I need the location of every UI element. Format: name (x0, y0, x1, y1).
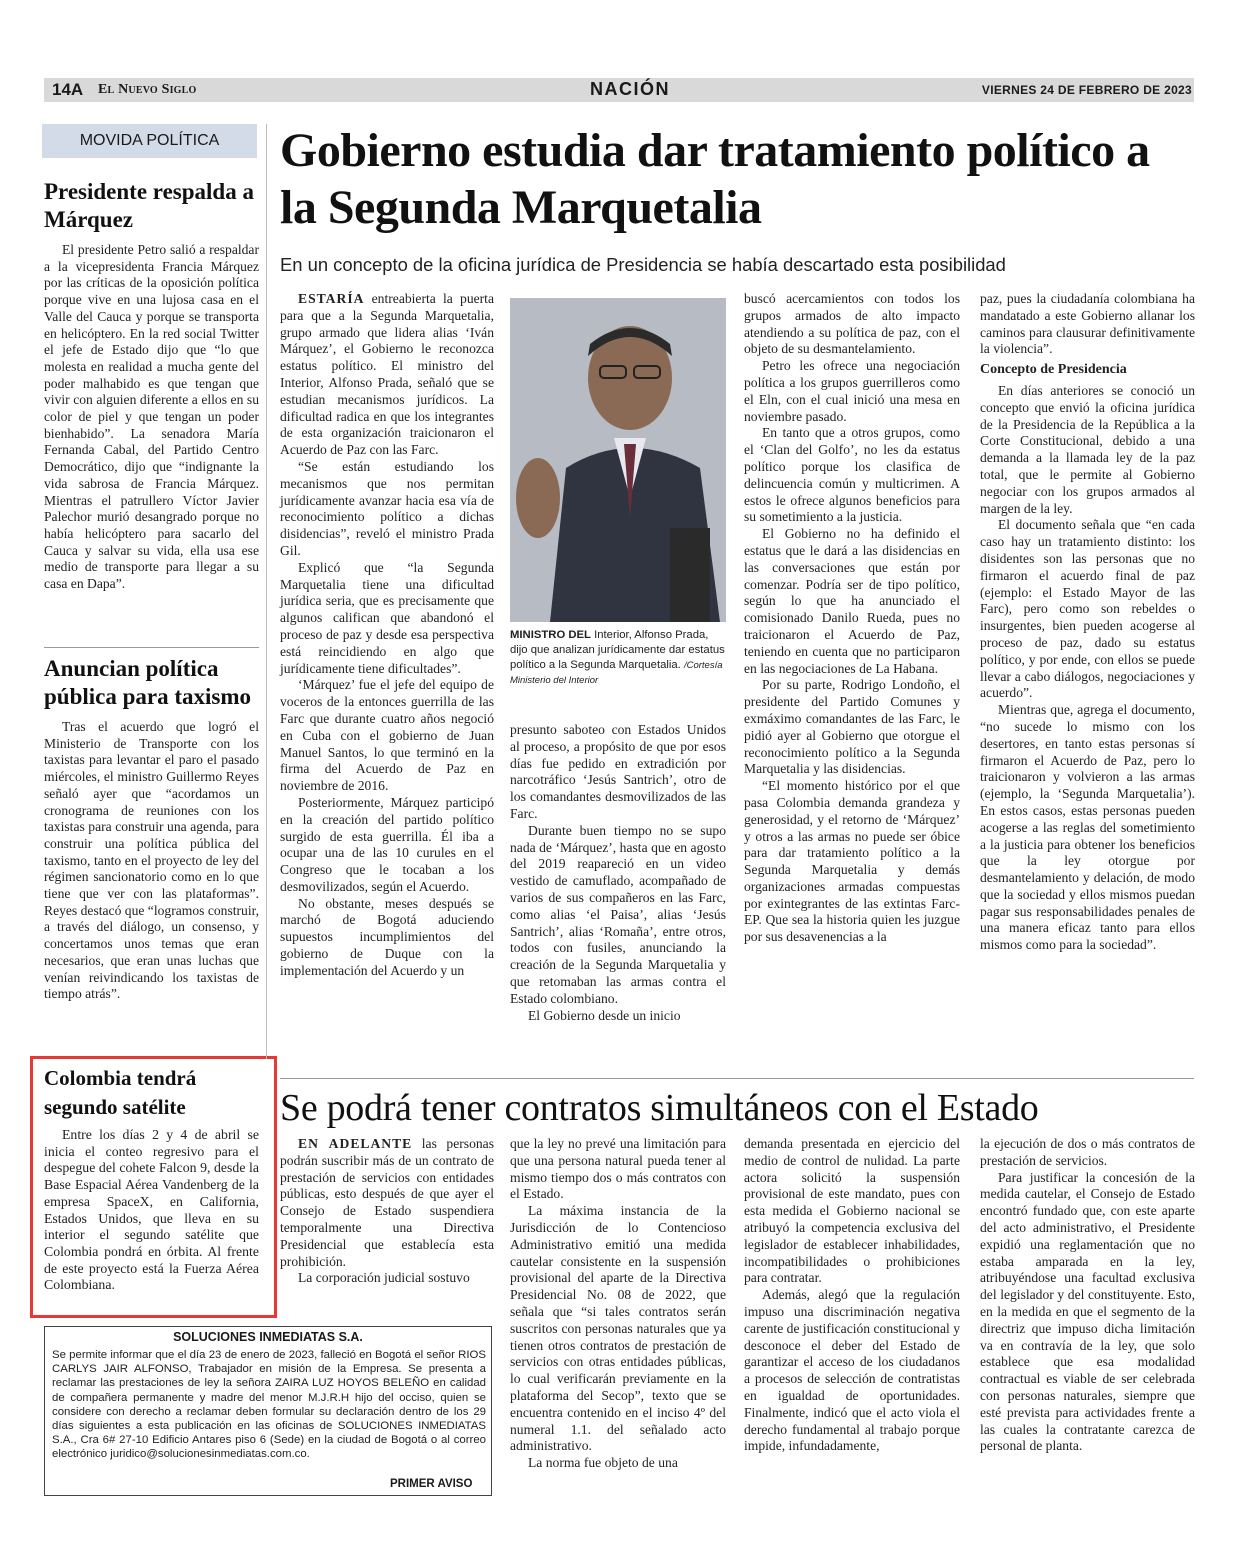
main-article-col-3 (744, 291, 960, 946)
paragraph: “Se están estudiando los mecanismos que nos permitan jurídicamente avanzar hacia esa vía de reconocimiento político a dichas disidencias”, reveló el ministro Prada Gil. (280, 458, 494, 558)
paragraph: las personas podrán suscribir más de un contrato de prestación de servicios con entidades públicas, esto después de que ayer el Consejo de Estado suspendiera temporalmente una Directiva Presidencial que establecía esta prohibición. (280, 1136, 494, 1269)
main-article-col-2 (510, 722, 726, 1024)
main-article-col-4 (980, 291, 1195, 954)
sidebar-item-text: Entre los días 2 y 4 de abril se inicia el conteo regresivo para el despegue del cohete Falcon 9, desde la Base Espacial Aérea Vandenberg de la empresa SpaceX, en California, Estados Unidos, que lleva en su interior el segundo satélite que Colombia pondrá en órbita. Al frente de este proyecto está la Fuerza Aérea Colombiana. (44, 1127, 259, 1293)
sidebar-item-body (44, 1127, 259, 1294)
second-article-col-3 (744, 1136, 960, 1455)
newspaper-name: El Nuevo Siglo (98, 82, 197, 97)
paragraph: La norma fue objeto de una (528, 1455, 678, 1471)
sidebar-item-text: Tras el acuerdo que logró el Ministerio de Transporte con los taxistas para levantar el paro el pasado miércoles, el ministro Guillermo Reyes señaló ayer que “acordamos un cronograma de reuniones con los taxistas para construir una agenda, para construir una política pública del taxismo, tanto en el proyecto de ley del régimen sancionatorio como en lo que tiene que ver con las plataformas”. Reyes destacó que “logramos construir, a través del diálogo, un consenso, y concertamos unos temas que eran necesarios, que eran unas luchas que venían reivindicando los taxistas de tiempo atrás”. (44, 719, 260, 1002)
paragraph: El Gobierno desde un inicio (528, 1007, 681, 1023)
paragraph: paz, pues la ciudadanía colombiana ha mandatado a este Gobierno allanar los caminos para clausurar definitivamente la violencia”. (980, 291, 1195, 357)
main-article-col-1 (280, 291, 494, 980)
paragraph: “El momento histórico por el que pasa Colombia demanda grandeza y generosidad, y el retorno de ‘Márquez’ y otros a las armas no puede ser óbice para dar tratamiento político a la Segunda Marquetalia y demás organizaciones armadas compuestas por exintegrantes de las extintas Farc-EP. Que sea la historia quien les juzgue por sus desavenencias a la (744, 778, 960, 945)
notice-footer: PRIMER AVISO (390, 1478, 473, 1490)
sidebar-item-title: Anuncian política pública para taxismo (44, 656, 252, 709)
paragraph: La máxima instancia de la Jurisdicción de lo Contencioso Administrativo emitió una medida cautelar consistente en la suspensión provisional del aparte de la Directiva Presidencial No. 08 de 2022, que señala que “si tales contratos serán suscritos con personas naturales que ya tienen otros contratos de prestación de servicios con otras entidades públicas, lo cual verificarán previamente en la plataforma del Secop”, texto que se encuentra contenido en el inciso 4º del numeral 1.1. del señalado acto administrativo. (510, 1203, 726, 1454)
paragraph: En tanto que a otros grupos, como el ‘Clan del Golfo’, no les da estatus político porque los clasifica de delincuencia común y multicrimen. A estos le ofrece algunos beneficios para su sometimiento a la justicia. (744, 425, 960, 525)
paragraph: Además, alegó que la regulación impuso una discriminación negativa carente de justificación constitucional y desconoce el deber del Estado de garantizar el acceso de los ciudadanos a procesos de selección de contratistas en igualdad de oportunidades. Finalmente, indicó que el acto viola el derecho fundamental al trabajo porque impide, infundadamente, (744, 1287, 960, 1454)
divider (44, 647, 259, 648)
paragraph: buscó acercamientos con todos los grupos armados de alto impacto atendiendo a su política de paz, con el objeto de su desmantelamiento. (744, 291, 960, 357)
notice-title: SOLUCIONES INMEDIATAS S.A. (173, 1330, 363, 1344)
caption-text: Interior, Alfonso Prada, dijo que analizan jurídicamente dar estatus político a la Segunda Marquetalia. (510, 629, 725, 671)
paragraph: entreabierta la puerta para que a la Segunda Marquetalia, grupo armado que lidera alias ‘Iván Márquez’, el Gobierno le reconozca estatus político. El ministro del Interior, Alfonso Prada, señaló que se estudian mecanismos jurídicos. La dificultad radica en que los integrantes de esta organización traicionaron el Acuerdo de Paz con las Farc. (280, 291, 494, 458)
paragraph: Por su parte, Rodrigo Londoño, el presidente del Partido Comunes y exmáximo comandantes de las Farc, le pidió ayer al Gobierno que otorgue el reconocimiento político a la Segunda Marquetalia y las disidencias. (744, 677, 960, 777)
caption-lead: MINISTRO DEL (510, 629, 591, 641)
paragraph: ‘Márquez’ fue el jefe del equipo de voceros de la entonces guerrilla de las Farc que durante cuatro años negoció en Cuba con el gobierno de Juan Manuel Santos, lo que terminó en la firma del Acuerdo de Paz en noviembre de 2016. (280, 677, 494, 794)
paragraph: El documento señala que “en cada caso hay un tratamiento distinto: los disidentes son las personas que no firmaron el acuerdo final de paz (ejemplo: el Estado Mayor de las Farc), pero como son rebeldes o insurgentes, bien pueden acogerse al proceso de paz, dado su estatus político, y por ende, con ellos se puede llevar a cabo diálogos, negociaciones y acuerdo”. (980, 517, 1195, 701)
paragraph: presunto saboteo con Estados Unidos al proceso, a propósito de que por esos días fue pedido en extradición por narcotráfico ‘Jesús Santrich’, otro de los comandantes desmovilizados de las Farc. (510, 722, 726, 821)
paragraph: Durante buen tiempo no se supo nada de ‘Márquez’, hasta que en agosto del 2019 reapareció en un video vestido de camuflado, acompañado de varios de sus compañeros en las Farc, como alias ‘el Paisa’, alias ‘Jesús Santrich’, alias ‘Romaña’, entre otros, todos con fusiles, anunciando la creación de la Segunda Marquetalia y que retomaban las armas contra el Estado colombiano. (510, 822, 726, 1006)
sidebar-item-text: El presidente Petro salió a respaldar a la vicepresidenta Francia Márquez por las críticas de la oposición política porque vive en una lujosa casa en el Valle del Cauca y porque se transporta en helicóptero. En la red social Twitter el jefe de Estado dijo que “lo que molesta en realidad a mucha gente del poder malhabido es que tengan que vivir con alguien diferente a ellos en su color de piel y que tengan un poder bienhabido”. La senadora María Fernanda Cabal, del Partido Centro Democrático, dijo que “indignante la vida sabrosa de Francia Márquez. Mientras el patrullero Víctor Javier Palechor murió desangrado porque no había helicóptero para sacarlo del Cauca y salvar su vida, ella usa ese medio de transporte para llegar a su casa en Dapa”. (44, 242, 259, 592)
sidebar-item-title: Presidente respalda a Márquez (44, 179, 254, 232)
paragraph: que la ley no prevé una limitación para que una persona natural pueda tener al mismo tiempo dos o más contratos con el Estado. (510, 1136, 726, 1202)
second-headline: Se podrá tener contratos simultáneos con el Estado (280, 1087, 1039, 1129)
main-headline: Gobierno estudia dar tratamiento político a la Segunda Marquetalia (280, 124, 1150, 234)
paragraph: En días anteriores se conoció un concepto que envió la oficina jurídica de la Presidencia de la República a la Corte Constitucional, debido a una demanda a la llamada ley de la paz total, que le permite al Gobierno negociar con los grupos armados al margen de la ley. (980, 382, 1195, 516)
person-silhouette-icon (510, 298, 726, 622)
paragraph: Explicó que “la Segunda Marquetalia tiene una dificultad jurídica seria, que es precisamente que algunos califican que abandonó el proceso de paz y desde esa perspectiva está reincidiendo en algo que jurídicamente tiene dificultades”. (280, 559, 494, 676)
lead-word: ESTARÍA (298, 291, 365, 306)
section-name: NACIÓN (590, 79, 670, 99)
article-divider (280, 1078, 1194, 1079)
section-subhead: Concepto de Presidencia (980, 362, 1127, 378)
second-article-col-4 (980, 1136, 1195, 1455)
paragraph: No obstante, meses después se marchó de Bogotá aduciendo supuestos incumplimientos del gobierno de Duque con la implementación del Acuerdo y un (280, 895, 494, 978)
photo-credit: /Cortesía Ministerio del Interior (510, 660, 723, 686)
minister-photo (510, 298, 726, 622)
paragraph: demanda presentada en ejercicio del medio de control de nulidad. La parte actora solicitó la suspensión provisional de este mandato, pues con esta medida el Gobierno nacional se atribuyó la competencia exclusiva del legislador de establecer inhabilidades, incompatibilidades o prohibiciones para contratar. (744, 1136, 960, 1286)
paragraph: Posteriormente, Márquez participó en la creación del partido político surgido de esta guerrilla. Él iba a ocupar una de las 10 curules en el Congreso que le tocaban a los desmovilizados, según el Acuerdo. (280, 794, 494, 894)
second-article-col-1 (280, 1136, 494, 1287)
column-divider (266, 124, 267, 1059)
main-subtitle: En un concepto de la oficina jurídica de Presidencia se había descartado esta posibilidad (280, 254, 1006, 275)
sidebar-item-body (44, 719, 259, 1003)
sidebar-item-title: Colombia tendrá segundo satélite (44, 1066, 197, 1119)
second-article-col-2 (510, 1136, 726, 1472)
paragraph: La corporación judicial sostuvo (298, 1270, 470, 1286)
sidebar-item-body (44, 242, 259, 593)
sidebar-label: MOVIDA POLÍTICA (42, 124, 257, 158)
paragraph: Para justificar la concesión de la medida cautelar, el Consejo de Estado encontró fundado que, con este aparte del acto administrativo, el Presidente expidió una reglamentación que no estaba amparada en la ley, atribuyéndose una facultad exclusiva del legislador y del constituyente. Esto, en la medida en que el segmento de la directriz que impuso dicha limitación va en contravía de la ley, que solo establece que esa modalidad contractual es viable de ser celebrada con personas naturales, siempre que esté prevista para actividades frente a las cuales la contratante carezca de personal de planta. (980, 1169, 1195, 1454)
paragraph: Petro les ofrece una negociación política a los grupos guerrilleros como el Eln, con el cual inició una mesa en noviembre pasado. (744, 358, 960, 424)
photo-caption (510, 628, 726, 688)
paragraph: El Gobierno no ha definido el estatus que le dará a las disidencias en las conversaciones que están por comenzar. Podría ser de tipo político, según lo que ha anunciado el comisionado Danilo Rueda, pues no traicionaron el Acuerdo de Paz, teniendo en cuenta que no participaron en las negociaciones de La Habana. (744, 526, 960, 676)
paragraph: Mientras que, agrega el documento, “no sucede lo mismo con los desertores, en tanto estas personas sí firmaron el Acuerdo de Paz, pero lo traicionaron y volvieron a las armas (ejemplo, la ‘Segunda Marquetalia’). En estos casos, estas personas pueden acogerse a las reglas del sometimiento a la justicia para obtener los beneficios que la ley otorgue por desmantelamiento y delación, de modo que la sociedad y ellos mismos puedan pagar sus responsabilidades penales de una manera eficaz tanto para ellos mismos como para la sociedad”. (980, 702, 1195, 953)
issue-date: VIERNES 24 DE FEBRERO DE 2023 (981, 83, 1192, 97)
paragraph: la ejecución de dos o más contratos de prestación de servicios. (980, 1136, 1195, 1168)
lead-word: EN ADELANTE (298, 1136, 413, 1151)
notice-body: Se permite informar que el día 23 de enero de 2023, falleció en Bogotá el señor RIOS CARLYS JAIR ALFONSO, Trabajador en misión de la Empresa. Se presenta a reclamar las prestaciones de ley la señora ZAIRA LUZ HOYOS BELEÑO en calidad de compañera permanente y madre del menor M.J.R.H hijo del occiso, quien se considere con derecho a reclamar deben formular su declaración dentro de los 29 días siguientes a esta publicación en las oficinas de SOLUCIONES INMEDIATAS S.A., Cra 6# 27-10 Edificio Antares piso 6 (Sede) en la ciudad de Bogotá o al correo electrónico juridico@solucionesinmediatas.com.co. (52, 1349, 486, 1461)
page-number: 14A (52, 80, 84, 99)
